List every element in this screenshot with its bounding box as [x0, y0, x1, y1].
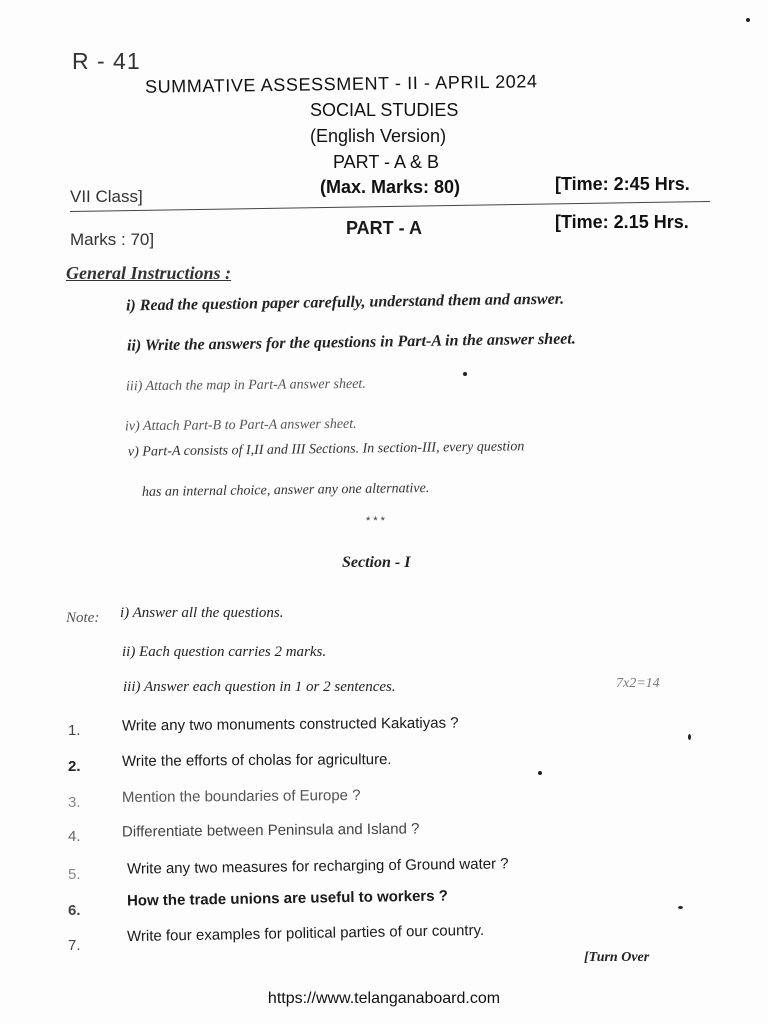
- question-text: Write any two monuments constructed Kakatiyas ?: [121, 714, 459, 735]
- part-a-heading: PART - A: [346, 218, 422, 238]
- scan-speck: [463, 372, 467, 376]
- parts-label: PART - A & B: [333, 152, 440, 172]
- turn-over-label: [Turn Over: [584, 950, 650, 965]
- question-text: Write four examples for political parties of our country.: [126, 921, 485, 946]
- instruction-item: iii) Attach the map in Part-A answer sheet.: [125, 376, 366, 395]
- instruction-item: has an internal choice, answer any one alternative.: [141, 480, 430, 501]
- version-label: (English Version): [310, 126, 447, 146]
- question-text: Mention the boundaries of Europe ?: [121, 786, 361, 807]
- note-item: i) Answer all the questions.: [120, 605, 284, 621]
- question-number: 6.: [68, 902, 81, 919]
- scan-speck: [688, 734, 691, 740]
- instruction-item: ii) Write the answers for the questions in Part-A in the answer sheet.: [126, 330, 576, 355]
- instruction-item: i) Read the question paper carefully, understand them and answer.: [125, 290, 565, 315]
- question-text: Write any two measures for recharging of Ground water ?: [126, 855, 509, 878]
- instruction-item: v) Part-A consists of I,II and III Sections. In section-III, every question: [127, 439, 525, 460]
- marks-formula: 7x2=14: [616, 676, 660, 691]
- question-text: Differentiate between Peninsula and Island ?: [121, 820, 420, 841]
- note-label: Note:: [66, 610, 100, 626]
- header-divider: [70, 201, 710, 212]
- scan-speck: [538, 771, 542, 775]
- note-item: iii) Answer each question in 1 or 2 sentences.: [123, 679, 396, 695]
- section-title: Section - I: [342, 554, 411, 571]
- note-item: ii) Each question carries 2 marks.: [122, 644, 327, 660]
- question-text: Write the efforts of cholas for agriculture.: [121, 751, 392, 770]
- question-number: 2.: [68, 758, 81, 775]
- question-text: How the trade unions are useful to workers ?: [126, 887, 449, 910]
- question-number: 1.: [68, 722, 81, 739]
- scan-speck: [746, 18, 750, 22]
- question-number: 5.: [68, 866, 81, 883]
- scan-speck: [678, 906, 683, 909]
- source-url: https://www.telanganaboard.com: [267, 990, 501, 1007]
- separator-stars: * * *: [366, 515, 385, 527]
- class-label: VII Class]: [70, 187, 143, 206]
- subject-title: SOCIAL STUDIES: [310, 100, 459, 120]
- question-number: 7.: [68, 937, 81, 954]
- question-number: 3.: [68, 794, 81, 811]
- part-a-time: [Time: 2.15 Hrs.: [555, 212, 689, 232]
- instruction-item: iv) Attach Part-B to Part-A answer sheet.: [124, 416, 357, 435]
- general-instructions-heading: General Instructions :: [66, 263, 232, 283]
- paper-code: R - 41: [72, 48, 141, 74]
- total-time: [Time: 2:45 Hrs.: [555, 174, 690, 194]
- question-number: 4.: [68, 828, 81, 845]
- part-a-marks: Marks : 70]: [70, 230, 155, 249]
- max-marks: (Max. Marks: 80): [320, 177, 461, 197]
- exam-title: SUMMATIVE ASSESSMENT - II - APRIL 2024: [144, 71, 538, 97]
